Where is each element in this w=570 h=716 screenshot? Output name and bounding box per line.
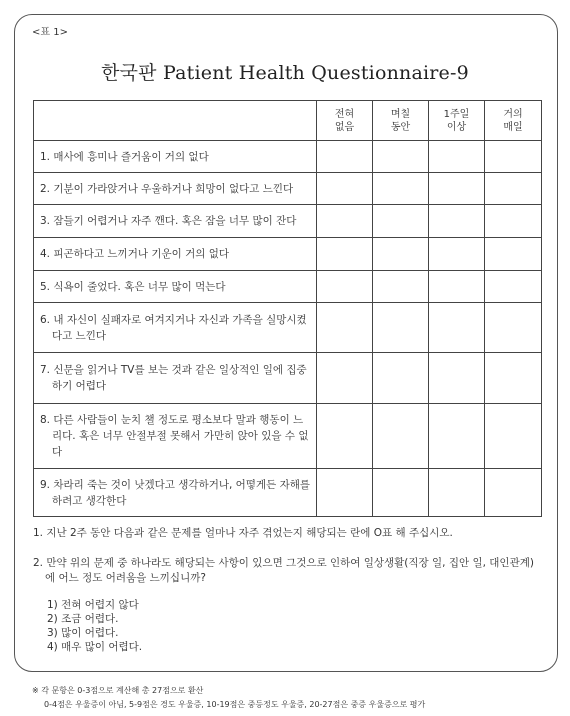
difficulty-options — [47, 598, 142, 654]
table-row — [34, 205, 542, 238]
answer-cell[interactable] — [317, 271, 373, 303]
difficulty-option: 3) 많이 어렵다. — [47, 627, 119, 639]
answer-cell[interactable] — [429, 205, 485, 238]
page-title: 한국판 Patient Health Questionnaire-9 — [101, 62, 469, 84]
header-several-days: 며칠 동안 — [373, 101, 429, 141]
answer-cell[interactable] — [373, 238, 429, 271]
item-8: 8. 다른 사람들이 눈치 챌 정도로 평소보다 말과 행동이 느리다. 혹은 너무 안절부절 못해서 가만히 앉아 있을 수 없다 — [34, 404, 317, 469]
table-row — [34, 469, 542, 517]
item-9: 9. 차라리 죽는 것이 낫겠다고 생각하거나, 어떻게든 자해를 하려고 생각한다 — [34, 469, 317, 517]
answer-cell[interactable] — [485, 141, 542, 173]
answer-cell[interactable] — [429, 353, 485, 404]
answer-cell[interactable] — [317, 404, 373, 469]
answer-cell[interactable] — [485, 173, 542, 205]
answer-cell[interactable] — [317, 353, 373, 404]
answer-cell[interactable] — [485, 353, 542, 404]
difficulty-option: 1) 전혀 어렵지 않다 — [47, 599, 139, 611]
answer-cell[interactable] — [485, 271, 542, 303]
table-row — [34, 303, 542, 353]
phq9-table — [33, 100, 542, 517]
item-4: 4. 피곤하다고 느끼거나 기운이 거의 없다 — [34, 238, 317, 271]
answer-cell[interactable] — [373, 353, 429, 404]
answer-cell[interactable] — [317, 303, 373, 353]
answer-cell[interactable] — [317, 141, 373, 173]
item-3: 3. 잠들기 어렵거나 자주 깬다. 혹은 잠을 너무 많이 잔다 — [34, 205, 317, 238]
footnote-scoring: ※ 각 문항은 0-3점으로 계산해 총 27점으로 환산 — [32, 686, 204, 695]
answer-cell[interactable] — [373, 141, 429, 173]
table-row — [34, 271, 542, 303]
instruction-1: 1. 지난 2주 동안 다음과 같은 문제를 얼마나 자주 겪었는지 해당되는 란에 O표 해 주십시오. — [33, 527, 453, 539]
answer-cell[interactable] — [373, 469, 429, 517]
item-2: 2. 기분이 가라앉거나 우울하거나 희망이 없다고 느낀다 — [34, 173, 317, 205]
table-row — [34, 353, 542, 404]
instruction-2: 2. 만약 위의 문제 중 하나라도 해당되는 사항이 있으면 그것으로 인하여 일상생활(직장 일, 집안 일, 대인관계)에 어느 정도 어려움을 느끼십니까? — [33, 557, 534, 584]
table-row — [34, 404, 542, 469]
footnote — [32, 684, 425, 712]
answer-cell[interactable] — [429, 141, 485, 173]
item-6: 6. 내 자신이 실패자로 여겨지거나 자신과 가족을 실망시켰다고 느낀다 — [34, 303, 317, 353]
answer-cell[interactable] — [485, 303, 542, 353]
item-7: 7. 신문을 읽거나 TV를 보는 것과 같은 일상적인 일에 집중하기 어렵다 — [34, 353, 317, 404]
answer-cell[interactable] — [429, 271, 485, 303]
footnote-interpretation: 0-4점은 우울증이 아님, 5-9점은 경도 우울증, 10-19점은 중등정도 우울증, 20-27점은 중증 우울증으로 평가 — [44, 700, 426, 709]
answer-cell[interactable] — [373, 173, 429, 205]
answer-cell[interactable] — [429, 238, 485, 271]
table-row — [34, 141, 542, 173]
difficulty-option: 4) 매우 많이 어렵다. — [47, 641, 143, 653]
table-row — [34, 173, 542, 205]
header-item-column — [34, 101, 317, 141]
answer-cell[interactable] — [485, 469, 542, 517]
answer-cell[interactable] — [317, 238, 373, 271]
answer-cell[interactable] — [485, 404, 542, 469]
answer-cell[interactable] — [485, 238, 542, 271]
answer-cell[interactable] — [429, 303, 485, 353]
header-not-at-all: 전혀 없음 — [317, 101, 373, 141]
item-5: 5. 식욕이 줄었다. 혹은 너무 많이 먹는다 — [34, 271, 317, 303]
table-row — [34, 238, 542, 271]
answer-cell[interactable] — [317, 469, 373, 517]
answer-cell[interactable] — [429, 173, 485, 205]
table-label: <표 1> — [32, 27, 68, 38]
answer-cell[interactable] — [485, 205, 542, 238]
header-nearly-every-day: 거의 매일 — [485, 101, 542, 141]
header-more-than-week: 1주일 이상 — [429, 101, 485, 141]
answer-cell[interactable] — [373, 404, 429, 469]
table-header-row — [34, 101, 542, 141]
answer-cell[interactable] — [429, 469, 485, 517]
answer-cell[interactable] — [373, 303, 429, 353]
answer-cell[interactable] — [373, 271, 429, 303]
answer-cell[interactable] — [373, 205, 429, 238]
item-1: 1. 매사에 흥미나 즐거움이 거의 없다 — [34, 141, 317, 173]
difficulty-option: 2) 조금 어렵다. — [47, 613, 119, 625]
answer-cell[interactable] — [429, 404, 485, 469]
answer-cell[interactable] — [317, 205, 373, 238]
answer-cell[interactable] — [317, 173, 373, 205]
